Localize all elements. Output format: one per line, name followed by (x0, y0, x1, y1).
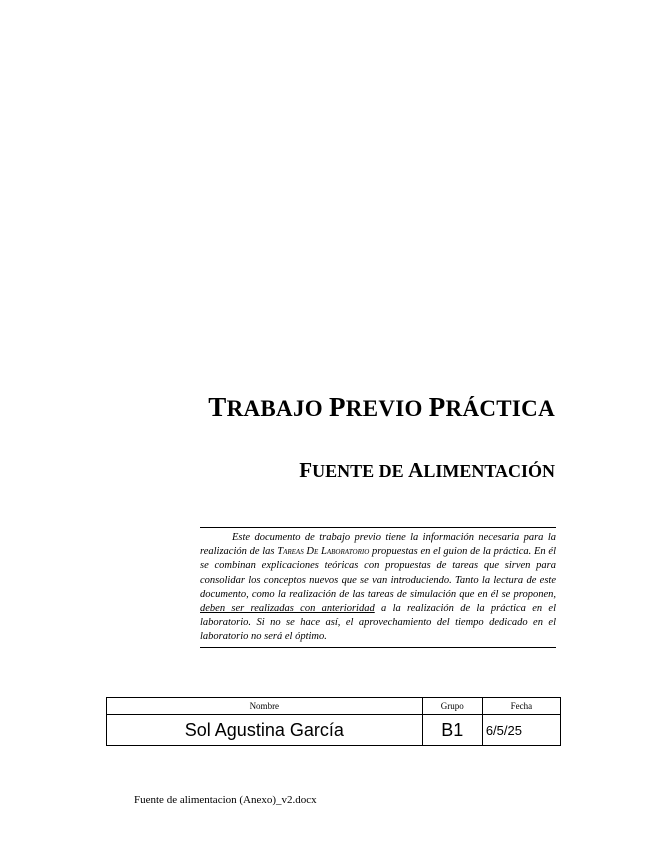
subtitle-initial-f: F (299, 458, 313, 482)
abstract-tasks-label: Tareas De Laboratorio (277, 546, 370, 558)
abstract-text-2: propuestas en el guion de la práctica. En él se combinan explicaciones teóricas con propuestas de tareas que sirven para consolidar los conceptos nuevos que se van introduciendo. Tanto la lectura de este documento, como la realización de las tareas de simulación que en él se proponen, (200, 546, 556, 600)
abstract-emphasis: deben ser realizadas con anterioridad (200, 603, 375, 615)
title-initial-p: P (329, 392, 346, 422)
title-word-trabajo: RABAJO (226, 396, 329, 421)
header-group: Grupo (422, 698, 482, 715)
title-initial-t: T (208, 392, 227, 422)
abstract-text-1: Este documento de trabajo previo tiene la información necesaria para la realización de las (200, 532, 556, 558)
header-name: Nombre (107, 698, 423, 715)
title-initial-p2: P (428, 392, 446, 422)
table-row (107, 715, 561, 746)
submission-date[interactable]: 6/5/25 (482, 715, 560, 746)
document-title (208, 392, 555, 423)
table-header-row (107, 698, 561, 715)
student-group[interactable]: B1 (422, 715, 482, 746)
student-info-table (106, 697, 561, 746)
subtitle-initial-a: A (408, 458, 424, 482)
document-subtitle (299, 458, 555, 483)
subtitle-word-alimentacion: LIMENTACIÓN (423, 461, 555, 481)
abstract-text-3: a la realización de la práctica en el laboratorio. Si no se hace así, el aprovechamiento del tiempo dedicado en el laboratorio no será el óptimo. (200, 603, 556, 643)
abstract-box (200, 527, 556, 648)
subtitle-word-fuente: UENTE DE (312, 461, 409, 481)
student-name[interactable]: Sol Agustina García (107, 715, 423, 746)
footer-filename: Fuente de alimentacion (Anexo)_v2.docx (134, 794, 317, 806)
title-word-previo: REVIO (345, 396, 429, 421)
title-word-practica: RÁCTICA (445, 396, 555, 421)
header-date: Fecha (482, 698, 560, 715)
